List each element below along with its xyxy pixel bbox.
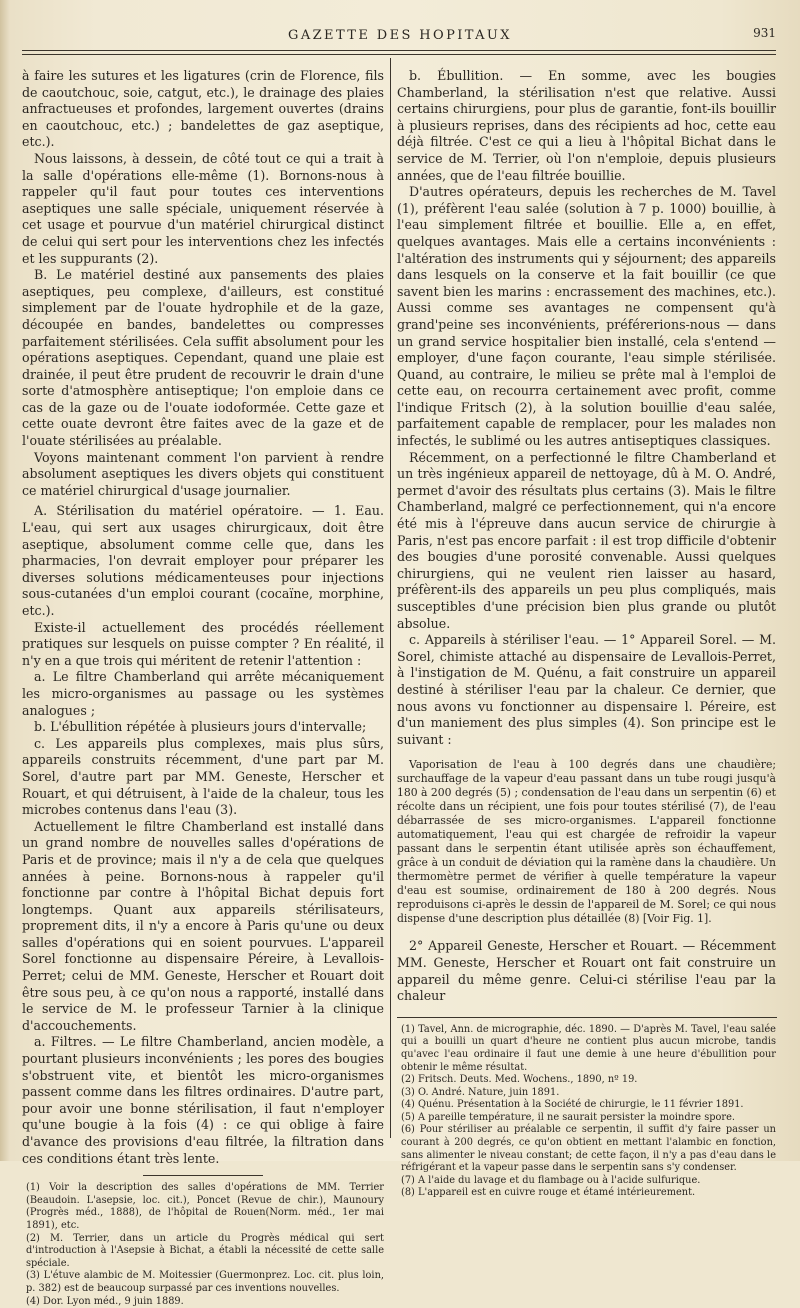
paragraph: Actuellement le filtre Chamberland est installé dans un grand nombre de nouvelles salles d'opérations de Paris et de province; mais il n'y a de cela que quelques années à peine. Bornons-nous à rappeler qu'il fonctionne par contre à l'hôpital Bichat depuis fort longtemps. Quant aux appareils stérilisateurs, proprement dits, il n'y a encore à Paris qu'une ou deux salles d'opérations qui en soient pourvues. L'appareil Sorel fonctionne au dispensaire Péreire, à Levallois-Perret; celui de MM. Geneste, Herscher et Rouart doit être sous peu, à ce qu'on nous a rapporté, installé dans le service de M. le professeur Tarnier à la clinique d'accouchements. bbox=[22, 818, 384, 1033]
footnote: (8) L'appareil est en cuivre rouge et étamé intérieurement. bbox=[401, 1187, 696, 1199]
paragraph: b. Ébullition. — En somme, avec les bougies Chamberland, la stérilisation n'est que relative. Aussi certains chirurgiens, pour plus de garantie, font-ils bouillir à plusieurs reprises, dans des récipients ad hoc, cette eau déjà filtrée. C'est ce qui a lieu à l'hôpital Bichat dans le service de M. Terrier, où l'on n'emploie, depuis plusieurs années, que de l'eau filtrée bouillie. bbox=[397, 68, 776, 183]
footnote: (6) Pour stériliser au préalable ce serpentin, il suffit d'y faire passer un courant à 200 degrés, ce qu'on obtient en mettant l'alambic en fonction, sans alimenter le niveau constant; de cette façon, il n'y a pas d'eau dans le réfrigérant et la vapeur passe dans le serpentin sans s'y condenser. bbox=[401, 1124, 776, 1174]
footnote: (3) O. André. Nature, juin 1891. bbox=[401, 1086, 560, 1098]
column-divider bbox=[390, 58, 391, 1138]
footnote: (4) Quénu. Présentation à la Société de chirurgie, le 11 février 1891. bbox=[401, 1099, 744, 1111]
footnotes-right bbox=[397, 1024, 776, 1200]
footnote: (1) Voir la description des salles d'opérations de MM. Terrier (Beaudoin. L'asepsie, loc. cit.), Poncet (Revue de chir.), Maunoury (Progrès méd., 1888), de l'hôpital de Rouen(Norm. méd., 1er mai 1891), etc. bbox=[26, 1182, 384, 1231]
footnote-separator bbox=[143, 1175, 263, 1176]
page-gutter-shadow bbox=[0, 0, 10, 1161]
section-heading-paragraph: A. Stérilisation du matériel opératoire. — 1. Eau. L'eau, qui sert aux usages chirurgicaux, doit être aseptique, absolument comme celle que, dans les pharmacies, l'on devrait employer pour préparer les diverses solutions médicamenteuses pour injections sous-cutanées d'un emploi courant (cocaïne, morphine, etc.). bbox=[22, 503, 384, 618]
footnotes-left bbox=[22, 1182, 384, 1308]
list-item: a. Le filtre Chamberland qui arrête mécaniquement les micro-organismes au passage ou les systèmes analogues ; bbox=[22, 669, 384, 718]
paragraph: à faire les sutures et les ligatures (crin de Florence, fils de caoutchouc, soie, catgut, etc.), le drainage des plaies anfractueuses et profondes, largement ouvertes (drains en caoutchouc, etc.) ; bandelettes de gaz aseptique, etc.). bbox=[22, 68, 384, 150]
list-item: b. L'ébullition répétée à plusieurs jours d'intervalle; bbox=[34, 719, 367, 735]
paragraph: c. Appareils à stériliser l'eau. — 1° Appareil Sorel. — M. Sorel, chimiste attaché au dispensaire de Levallois-Perret, à l'instigation de M. Quénu, a fait construire un appareil destiné à stériliser l'eau par la chaleur. Ce dernier, que nous avons vu fonctionner au dispensaire l. Péreire, est d'un maniement des plus simples (4). Son principe est le suivant : bbox=[397, 632, 776, 747]
quoted-description bbox=[397, 758, 776, 926]
paragraph: 2° Appareil Geneste, Herscher et Rouart. — Récemment MM. Geneste, Herscher et Rouart ont fait construire un appareil du même genre. Celui-ci stérilise l'eau par la chaleur bbox=[397, 938, 776, 1004]
paragraph: Nous laissons, à dessein, de côté tout ce qui a trait à la salle d'opérations elle-même (1). Bornons-nous à rappeler qu'il faut pour toutes ces interventions aseptiques une salle spéciale, uniquement réservée à cet usage et pourvue d'un matériel chirurgical distinct de celui qui sert pour les interventions chez les infectés et les suppurants (2). bbox=[22, 150, 384, 266]
footnote: (1) Tavel, Ann. de micrographie, déc. 1890. — D'après M. Tavel, l'eau salée qui a bouilli un quart d'heure ne contient plus aucun microbe, tandis qu'avec l'eau ordinaire il faut une demie à une heure d'ébullition pour obtenir le même résultat. bbox=[401, 1023, 776, 1073]
footnote-separator bbox=[397, 1017, 777, 1018]
page-number: 931 bbox=[753, 26, 776, 40]
journal-title: GAZETTE DES HOPITAUX bbox=[288, 28, 512, 43]
footnote: (5) A pareille température, il ne saurait persister la moindre spore. bbox=[401, 1111, 735, 1123]
footnote: (3) L'étuve alambic de M. Moitessier (Guermonprez. Loc. cit. plus loin, p. 382) est de beaucoup surpassé par ces inventions nouvelles. bbox=[26, 1270, 384, 1294]
header-rule-bottom bbox=[22, 54, 776, 55]
paragraph: Voyons maintenant comment l'on parvient à rendre absolument aseptiques les divers objets qui constituent ce matériel chirurgical d'usage journalier. bbox=[22, 449, 384, 498]
right-column bbox=[397, 68, 776, 1200]
paragraph: D'autres opérateurs, depuis les recherches de M. Tavel (1), préfèrent l'eau salée (solution à 7 p. 1000) bouillie, à l'eau simplement filtrée et bouillie. Elle a, en effet, quelques avantages. Mais elle a certains inconvénients : l'altération des instruments qui y séjournent; des appareils dans lesquels on la conserve et la fait bouillir (ce que savent bien les marins : encrassement des machines, etc.). Aussi comme ses avantages ne compensent qu'à grand'peine ses inconvénients, préférerions-nous — dans un grand service hospitalier bien installé, cela s'entend — employer, d'une façon courante, l'eau simple stérilisée. Quand, au contraire, le milieu se prête mal à l'emploi de cette eau, on recourra certainement avec profit, comme l'indique Fritsch (2), à la solution bouillie d'eau salée, parfaitement capable de remplacer, pour les malades non infectés, le sublimé ou les autres antiseptiques classiques. bbox=[397, 184, 776, 449]
header-rule-top bbox=[22, 50, 776, 51]
paragraph: a. Filtres. — Le filtre Chamberland, ancien modèle, a pourtant plusieurs inconvénients ; les pores des bougies s'obstruent vite, et bientôt les micro-organismes passent comme dans les filtres ordinaires. D'autre part, pour avoir une bonne stérilisation, il faut n'employer qu'une bougie à la fois (4) : ce qui oblige à faire d'avance des provisions d'eau filtrée, la filtration dans ces conditions étant très lente. bbox=[22, 1034, 384, 1166]
paragraph: Récemment, on a perfectionné le filtre Chamberland et un très ingénieux appareil de nettoyage, dû à M. O. André, permet d'avoir des résultats plus certains (3). Mais le filtre Chamberland, malgré ce perfectionnement, qui n'a encore été mis à l'épreuve dans aucun service de chirurgie à Paris, n'est pas encore parfait : il est trop difficile d'obtenir des bougies d'une porosité convenable. Aussi quelques chirurgiens, qui ne veulent rien laisser au hasard, préfèrent-ils des appareils un peu plus compliqués, mais susceptibles d'une précision bien plus grande ou plutôt absolue. bbox=[397, 449, 776, 631]
footnote: (7) A l'aide du lavage et du flambage ou à l'acide sulfurique. bbox=[401, 1174, 701, 1186]
footnote: (4) Dor. Lyon méd., 9 juin 1889. bbox=[26, 1295, 184, 1307]
footnote: (2) M. Terrier, dans un article du Progrès médical qui sert d'introduction à l'Asepsie à Bichat, a établi la nécessité de cette salle spéciale. bbox=[26, 1232, 384, 1269]
list-item: c. Les appareils plus complexes, mais plus sûrs, appareils construits récemment, d'une part par M. Sorel, d'autre part par MM. Geneste, Herscher et Rouart, et qui détruisent, à l'aide de la chaleur, tous les microbes contenus dans l'eau (3). bbox=[22, 735, 384, 818]
paragraph: B. Le matériel destiné aux pansements des plaies aseptiques, peu complexe, d'ailleurs, est constitué simplement par de l'ouate hydrophile et de la gaze, découpée en bandes, bandelettes ou compresses parfaitement stérilisées. Cela suffit absolument pour les opérations aseptiques. Cependant, quand une plaie est drainée, il peut être prudent de recouvrir le drain d'une sorte d'atmosphère antiseptique; l'on emploie dans ce cas de la gaze ou de l'ouate iodoformée. Cette gaze et cette ouate devront être faites avec de la gaze et de l'ouate stérilisées au préalable. bbox=[22, 267, 384, 449]
footnote: (2) Fritsch. Deuts. Med. Wochens., 1890, nº 19. bbox=[401, 1074, 638, 1086]
left-column bbox=[22, 68, 384, 1308]
paragraph: Existe-il actuellement des procédés réellement pratiques sur lesquels on puisse compter ? En réalité, il n'y en a que trois qui méritent de retenir l'attention : bbox=[22, 619, 384, 668]
quoted-paragraph: Vaporisation de l'eau à 100 degrés dans une chaudière; surchauffage de la vapeur d'eau passant dans un tube rougi jusqu'à 180 à 200 degrés (5) ; condensation de l'eau dans un serpentin (6) et récolte dans un récipient, une fois pour toutes stérilisé (7), de l'eau débarrassée de ses micro-organismes. L'appareil fonctionne automatiquement, l'eau qui est chargée de refroidir la vapeur passant dans le serpentin étant utilisée après son échauffement, grâce à un conduit de déviation qui la ramène dans la chaudière. Un thermomètre permet de vérifier à quelle température la vapeur d'eau est soumise, ordinairement de 180 à 200 degrés. Nous reproduisons ci-après le dessin de l'appareil de M. Sorel; ce qui nous dispense d'une description plus détaillée (8) [Voir Fig. 1]. bbox=[397, 758, 776, 926]
